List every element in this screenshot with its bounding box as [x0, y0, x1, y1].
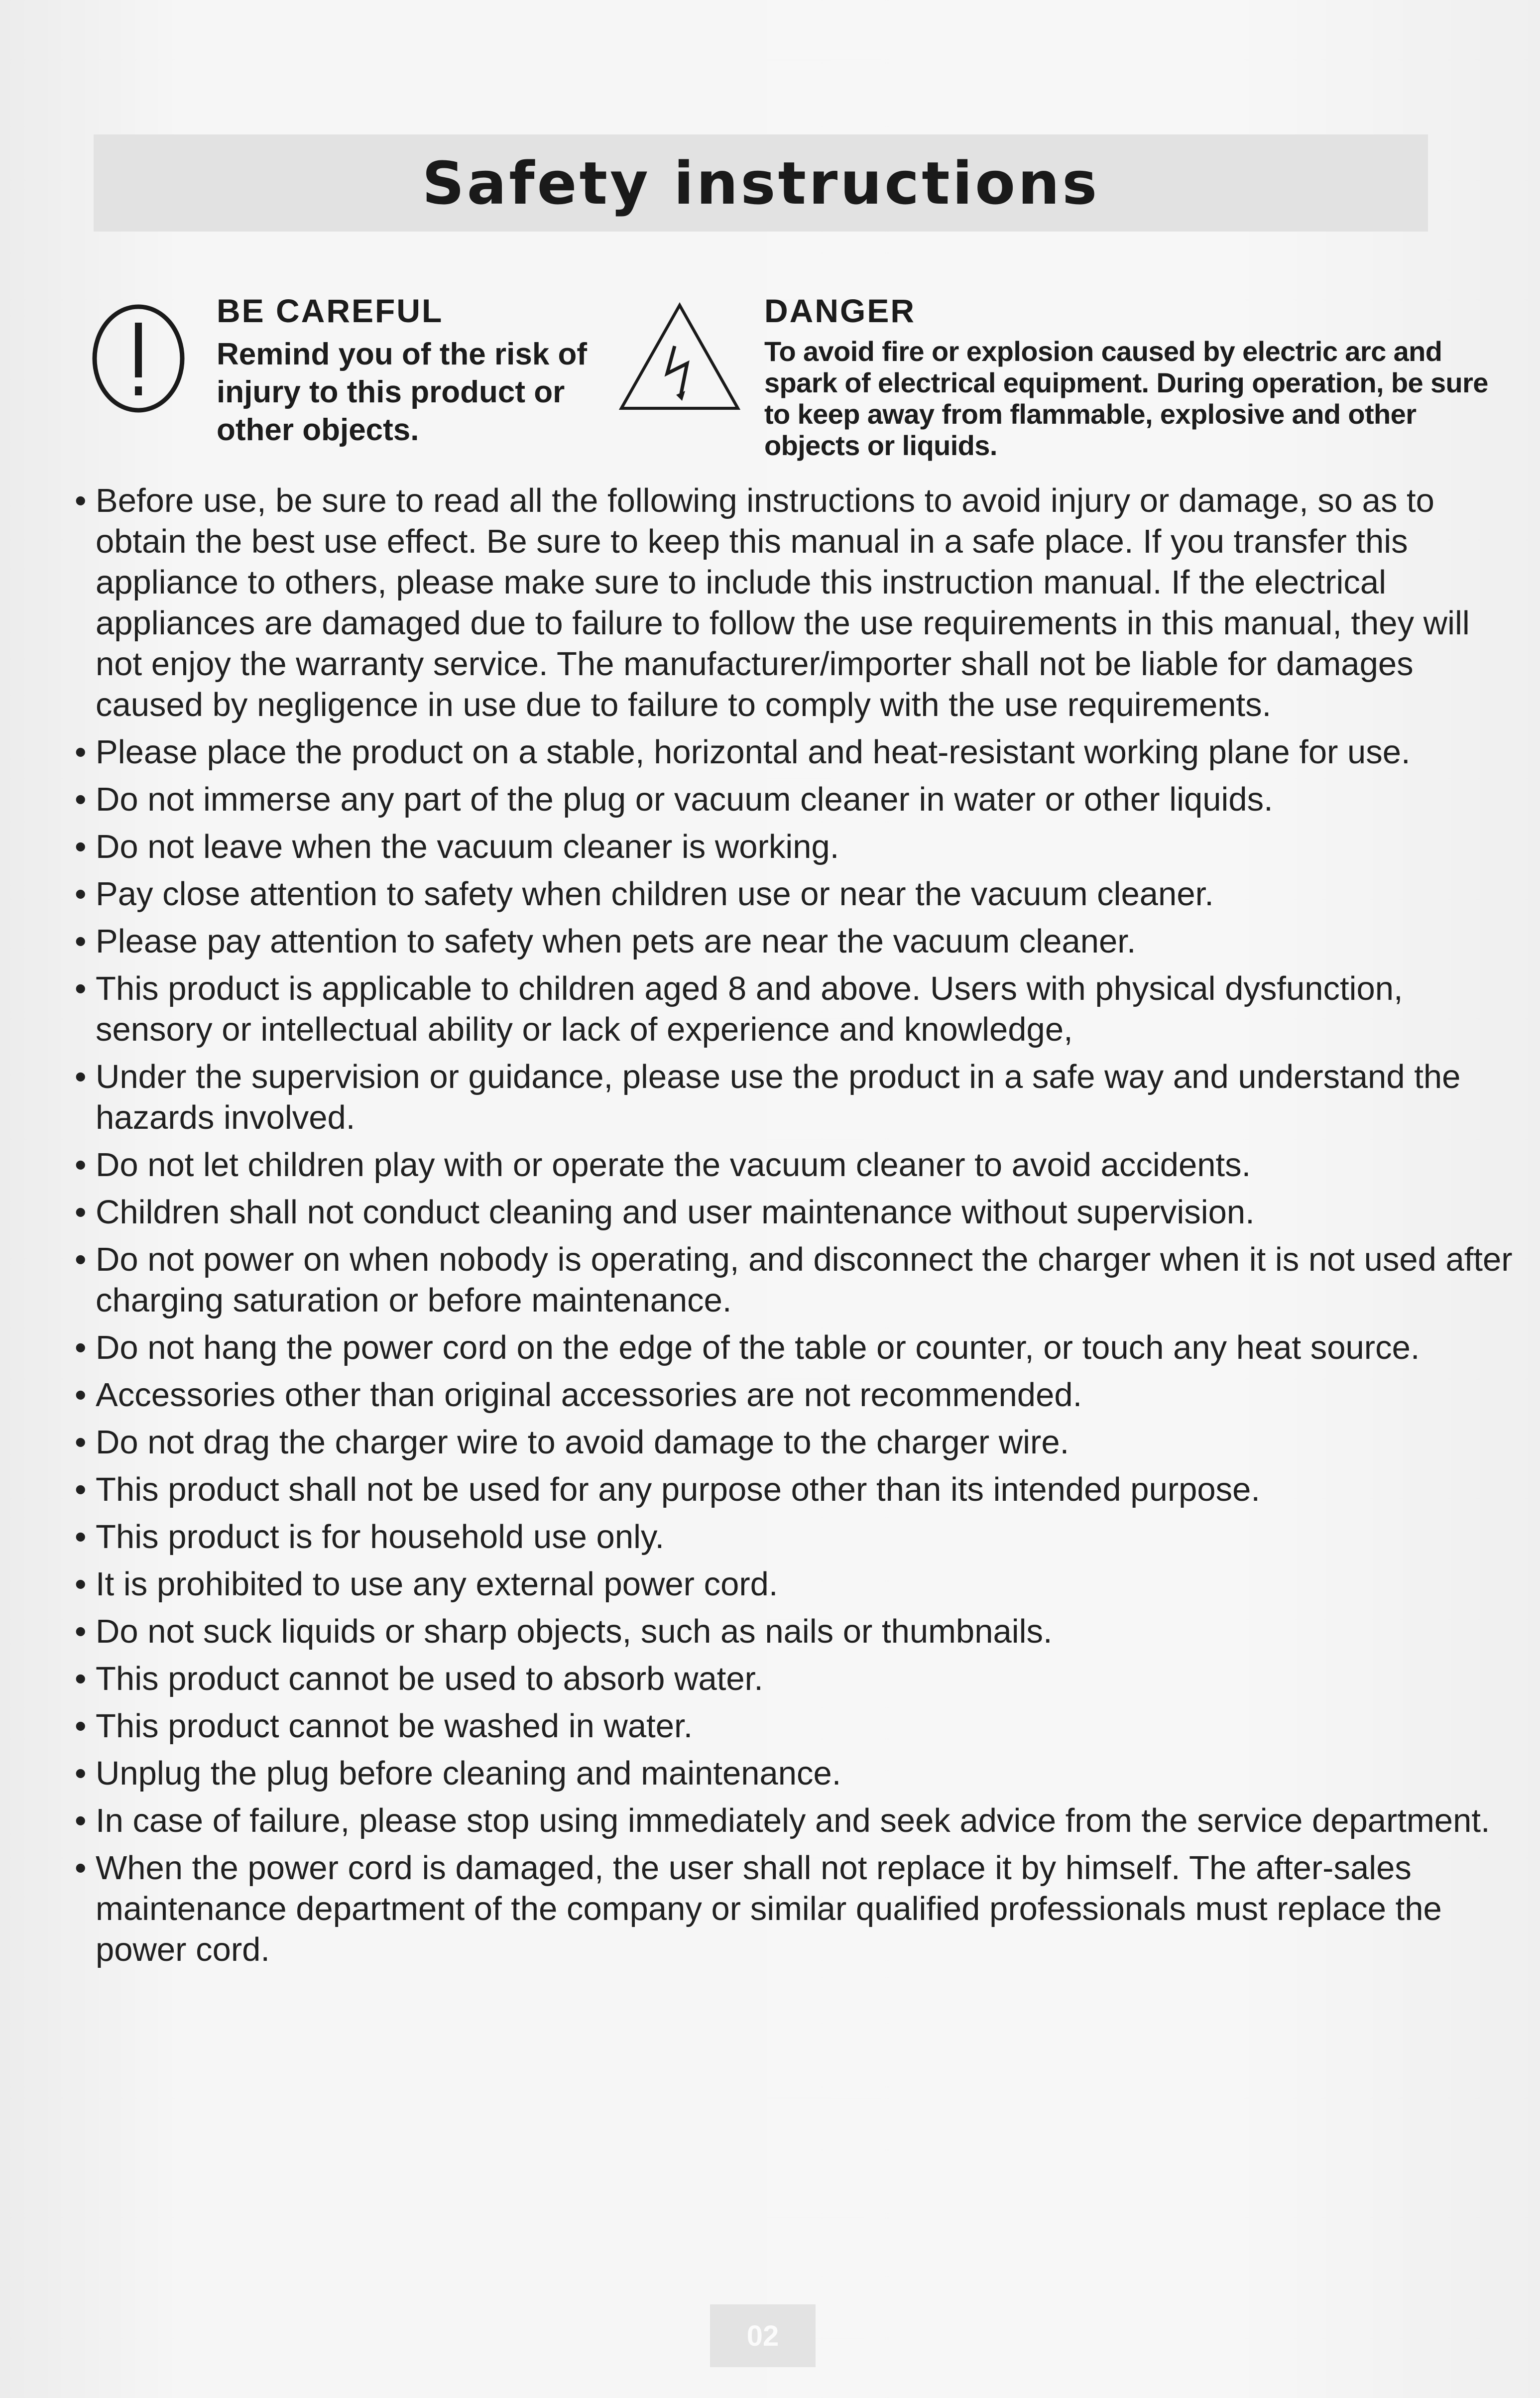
instruction-item — [75, 874, 1524, 915]
instruction-text: Do not let children play with or operate the vacuum cleaner to avoid accidents. — [96, 1146, 1251, 1184]
electric-hazard-triangle-icon — [617, 301, 742, 413]
instruction-item — [75, 480, 1524, 725]
instruction-text: Do not hang the power cord on the edge of the table or counter, or touch any heat source. — [96, 1329, 1420, 1366]
bullet-icon: • — [75, 1660, 87, 1697]
instruction-item — [75, 1057, 1524, 1138]
instruction-text: Do not drag the charger wire to avoid damage to the charger wire. — [96, 1424, 1069, 1461]
bullet-icon: • — [75, 1146, 87, 1184]
instruction-item — [75, 1469, 1524, 1510]
instruction-item — [75, 827, 1524, 867]
instruction-text: Do not power on when nobody is operating, and disconnect the charger when it is not used after charging saturation or before maintenance. — [96, 1241, 1513, 1319]
instruction-item — [75, 1753, 1524, 1794]
instruction-text: Unplug the plug before cleaning and maintenance. — [96, 1755, 841, 1792]
bullet-icon: • — [75, 1194, 87, 1231]
instruction-item — [75, 921, 1524, 962]
bullet-icon: • — [75, 970, 87, 1007]
instruction-text: It is prohibited to use any external power cord. — [96, 1565, 778, 1603]
bullet-icon: • — [75, 1329, 87, 1366]
instruction-item — [75, 1706, 1524, 1747]
exclamation-circle-icon — [89, 299, 188, 418]
instruction-item — [75, 1517, 1524, 1558]
instruction-item — [75, 732, 1524, 773]
bullet-icon: • — [75, 875, 87, 913]
bullet-icon: • — [75, 781, 87, 818]
instruction-text: Pay close attention to safety when children use or near the vacuum cleaner. — [96, 875, 1214, 913]
instruction-item — [75, 1145, 1524, 1186]
be-careful-text: Remind you of the risk of injury to this product or other objects. — [217, 337, 588, 447]
bullet-icon: • — [75, 1565, 87, 1603]
bullet-icon: • — [75, 1424, 87, 1461]
bullet-icon: • — [75, 1613, 87, 1650]
bullet-icon: • — [75, 1058, 87, 1095]
instruction-item — [75, 1239, 1524, 1321]
instruction-text: Do not suck liquids or sharp objects, such as nails or thumbnails. — [96, 1613, 1053, 1650]
bullet-icon: • — [75, 1802, 87, 1839]
instruction-text: This product cannot be used to absorb water. — [96, 1660, 763, 1697]
bullet-icon: • — [75, 1707, 87, 1745]
instruction-item — [75, 1848, 1524, 1970]
bullet-icon: • — [75, 1241, 87, 1278]
page-number: 02 — [746, 2319, 779, 2352]
instruction-text: This product cannot be washed in water. — [96, 1707, 693, 1745]
instruction-text: Please place the product on a stable, horizontal and heat-resistant working plane for use. — [96, 733, 1411, 771]
instruction-list — [75, 480, 1524, 1977]
instruction-item — [75, 779, 1524, 820]
instruction-text: This product is for household use only. — [96, 1518, 665, 1556]
instruction-item — [75, 1327, 1524, 1368]
instruction-text: This product shall not be used for any purpose other than its intended purpose. — [96, 1471, 1261, 1508]
page-number-box — [710, 2304, 816, 2367]
bullet-icon: • — [75, 1376, 87, 1414]
instruction-text: Please pay attention to safety when pets are near the vacuum cleaner. — [96, 923, 1136, 960]
danger-text: To avoid fire or explosion caused by electric arc and spark of electrical equipment. During operation, be sure to keep away from flammable, explosive and other objects or liquids. — [764, 336, 1488, 461]
instruction-text: In case of failure, please stop using immediately and seek advice from the service department. — [96, 1802, 1490, 1839]
instruction-item — [75, 1659, 1524, 1699]
instruction-text: Do not leave when the vacuum cleaner is working. — [96, 828, 839, 865]
be-careful-notice — [217, 292, 625, 449]
instruction-item — [75, 1192, 1524, 1233]
bullet-icon: • — [75, 1755, 87, 1792]
bullet-icon: • — [75, 923, 87, 960]
bullet-icon: • — [75, 733, 87, 771]
bullet-icon: • — [75, 1471, 87, 1508]
instruction-text: Under the supervision or guidance, please use the product in a safe way and understand the hazards involved. — [96, 1058, 1461, 1136]
bullet-icon: • — [75, 1849, 87, 1887]
instruction-item — [75, 1375, 1524, 1416]
instruction-item — [75, 1611, 1524, 1652]
bullet-icon: • — [75, 828, 87, 865]
instruction-item — [75, 1564, 1524, 1605]
bullet-icon: • — [75, 1518, 87, 1556]
instruction-text: Accessories other than original accessories are not recommended. — [96, 1376, 1082, 1414]
instruction-text: Before use, be sure to read all the following instructions to avoid injury or damage, so as to obtain the best use effect. Be sure to keep this manual in a safe place. If you transfer this appliance to others, please make sure to include this instruction manual. If the electrical appliances are damaged due to failure to follow the use requirements in this manual, they will not enjoy the warranty service. The manufacturer/importer shall not be liable for damages caused by negligence in use due to failure to comply with the use requirements. — [96, 482, 1470, 723]
instruction-item — [75, 1422, 1524, 1463]
instruction-text: This product is applicable to children aged 8 and above. Users with physical dysfunction, sensory or intellectual ability or lack of experience and knowledge, — [96, 970, 1403, 1048]
title-banner — [94, 134, 1428, 232]
danger-heading: DANGER — [764, 292, 916, 329]
instruction-item — [75, 968, 1524, 1050]
page-title: Safety instructions — [422, 148, 1100, 218]
danger-notice — [764, 292, 1491, 461]
instruction-text: When the power cord is damaged, the user shall not replace it by himself. The after-sales maintenance department of the company or similar qualified professionals must replace the power cord. — [96, 1849, 1442, 1968]
bullet-icon: • — [75, 482, 87, 519]
instruction-text: Children shall not conduct cleaning and user maintenance without supervision. — [96, 1194, 1255, 1231]
be-careful-heading: BE CAREFUL — [217, 292, 444, 329]
instruction-text: Do not immerse any part of the plug or vacuum cleaner in water or other liquids. — [96, 781, 1273, 818]
instruction-item — [75, 1800, 1524, 1841]
